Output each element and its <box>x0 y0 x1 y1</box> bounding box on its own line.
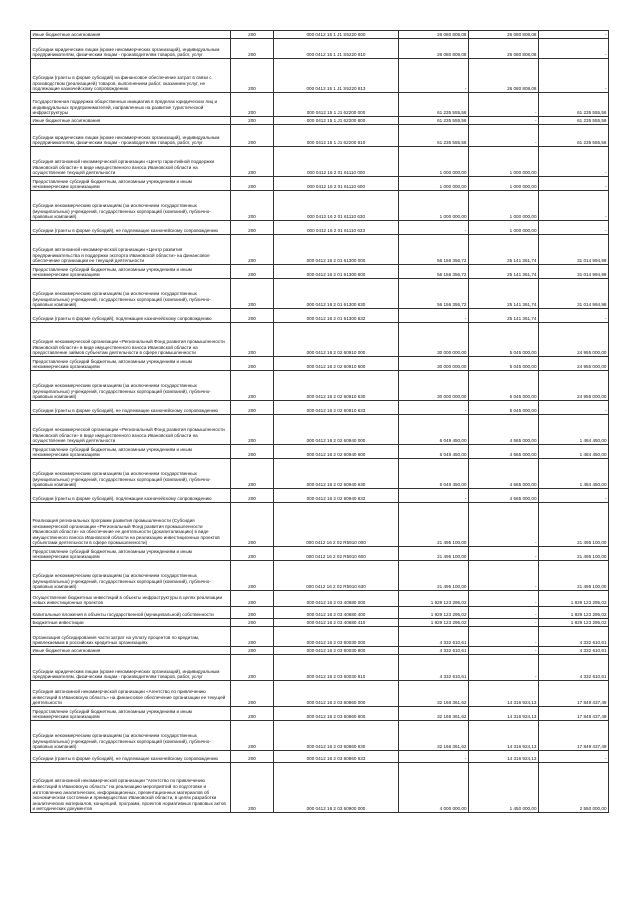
row-line-code-cell: 200 <box>231 591 274 607</box>
budget-table-body <box>31 31 609 813</box>
row-remaining-cell: 1 484 450,00 <box>539 415 609 445</box>
row-name-cell: Субсидия автономной некоммерческой организации "Агентство по привлечению инвестиций в Ивановскую область" на реализацию мероприятий по подготовке и изготовлению аналитических, информационных, презентационных материалов об экономическом состоянии и преимуществах Ивановской области, в целях разработки аналитических материалов, концепций, программ, проектов нормативных правовых актов и методических документов <box>31 763 231 813</box>
row-line-code-cell: 200 <box>231 655 274 681</box>
row-remaining-cell: - <box>539 309 609 323</box>
row-line-code-cell: 200 <box>231 279 274 309</box>
row-budget-code-cell: 000 0412 15 1 J1 62200 800 <box>274 117 399 125</box>
row-name-cell: Субсидия автономной некоммерческой организации «Агентство по привлечению инвестиций в Ивановскую область» на финансовое обеспечение организации ее текущей деятельности <box>31 681 231 707</box>
row-name-cell: Субсидии (гранты в форме субсидий) на финансовое обеспечение затрат в связи с производством (реализацией) товаров, выполнением работ, оказанием услуг, не подлежащие казначейскому сопровождению <box>31 59 231 93</box>
row-budget-code-cell: 000 0412 16 2 03 40680 400 <box>274 607 399 619</box>
row-remaining-cell: 21 495 100,00 <box>539 547 609 561</box>
row-executed-cell: - <box>469 627 539 647</box>
row-name-cell: Осуществление бюджетных инвестиций в объекты инфраструктуры в целях реализации новых инвестиционных проектов <box>31 591 231 607</box>
row-remaining-cell: 1 484 450,00 <box>539 459 609 489</box>
table-row <box>31 627 609 647</box>
table-row <box>31 445 609 459</box>
row-budget-code-cell: 000 0412 16 2 03 60860 630 <box>274 721 399 751</box>
row-budget-code-cell: 000 0412 16 2 03 60900 000 <box>274 763 399 813</box>
row-executed-cell: 4 565 000,00 <box>469 459 539 489</box>
row-remaining-cell: - <box>539 489 609 503</box>
row-executed-cell: 14 316 924,13 <box>469 751 539 763</box>
row-remaining-cell: - <box>539 191 609 221</box>
table-row <box>31 707 609 721</box>
row-assigned-cell: 4 332 610,61 <box>399 627 469 647</box>
row-name-cell: Субсидии юридическим лицам (кроме некоммерческих организаций), индивидуальным предпринимателям, физическим лицам - производителям товаров, работ, услуг <box>31 39 231 59</box>
row-assigned-cell: 21 495 100,00 <box>399 561 469 591</box>
row-line-code-cell: 200 <box>231 547 274 561</box>
row-executed-cell: - <box>469 655 539 681</box>
row-executed-cell: 25 141 361,74 <box>469 235 539 265</box>
row-line-code-cell: 200 <box>231 39 274 59</box>
row-executed-cell: 4 565 000,00 <box>469 445 539 459</box>
row-executed-cell: 25 141 361,74 <box>469 265 539 279</box>
row-budget-code-cell: 000 0412 15 1 J1 S5220 813 <box>274 59 399 93</box>
row-budget-code-cell: 000 0412 15 1 J1 S5220 800 <box>274 31 399 39</box>
row-line-code-cell: 200 <box>231 125 274 147</box>
row-assigned-cell: 1 000 000,00 <box>399 177 469 191</box>
row-executed-cell: 4 565 000,00 <box>469 489 539 503</box>
row-remaining-cell: - <box>539 221 609 235</box>
row-line-code-cell: 200 <box>231 503 274 547</box>
row-executed-cell: 1 000 000,00 <box>469 191 539 221</box>
row-name-cell: Предоставление субсидий бюджетным, автономным учреждениям и иным некоммерческим организациям <box>31 707 231 721</box>
row-remaining-cell: - <box>539 59 609 93</box>
row-assigned-cell: - <box>399 489 469 503</box>
row-remaining-cell: 1 929 123 295,02 <box>539 619 609 627</box>
table-row <box>31 763 609 813</box>
row-remaining-cell: - <box>539 401 609 415</box>
table-row <box>31 655 609 681</box>
row-budget-code-cell: 000 0412 16 2 03 60030 800 <box>274 647 399 655</box>
row-assigned-cell: 61 235 555,56 <box>399 117 469 125</box>
row-name-cell: Субсидии некоммерческим организациям (за исключением государственных (муниципальных) учреждений, государственных корпораций (компаний), публично-правовых компаний) <box>31 279 231 309</box>
row-budget-code-cell: 000 0412 16 2 03 60860 600 <box>274 707 399 721</box>
row-remaining-cell: 61 235 555,56 <box>539 93 609 117</box>
row-executed-cell: - <box>469 93 539 117</box>
row-remaining-cell: 1 929 123 295,02 <box>539 607 609 619</box>
table-row <box>31 357 609 371</box>
table-row <box>31 235 609 265</box>
table-row <box>31 221 609 235</box>
row-assigned-cell: 1 000 000,00 <box>399 191 469 221</box>
row-executed-cell: - <box>469 117 539 125</box>
row-executed-cell: 5 045 000,00 <box>469 371 539 401</box>
row-assigned-cell: - <box>399 751 469 763</box>
row-line-code-cell: 200 <box>231 265 274 279</box>
row-remaining-cell: 17 849 437,49 <box>539 681 609 707</box>
table-row <box>31 751 609 763</box>
table-row <box>31 265 609 279</box>
row-line-code-cell: 200 <box>231 489 274 503</box>
budget-table <box>30 30 609 813</box>
row-assigned-cell: 32 166 361,62 <box>399 707 469 721</box>
row-line-code-cell: 200 <box>231 235 274 265</box>
row-line-code-cell: 200 <box>231 323 274 357</box>
row-assigned-cell: 56 156 356,72 <box>399 279 469 309</box>
row-assigned-cell: - <box>399 59 469 93</box>
row-line-code-cell: 200 <box>231 147 274 177</box>
row-name-cell: Организация субсидирования части затрат на уплату процентов по кредитам, привлекаемым в российских кредитных организациях <box>31 627 231 647</box>
table-row <box>31 191 609 221</box>
row-remaining-cell: 24 955 000,00 <box>539 371 609 401</box>
row-remaining-cell: 4 332 610,61 <box>539 655 609 681</box>
table-row <box>31 503 609 547</box>
table-row <box>31 39 609 59</box>
row-assigned-cell: 21 495 100,00 <box>399 503 469 547</box>
row-remaining-cell: 31 014 994,98 <box>539 265 609 279</box>
row-line-code-cell: 200 <box>231 751 274 763</box>
row-line-code-cell: 200 <box>231 627 274 647</box>
row-line-code-cell: 200 <box>231 445 274 459</box>
row-assigned-cell: 1 929 123 295,02 <box>399 619 469 627</box>
row-name-cell: Бюджетные инвестиции <box>31 619 231 627</box>
row-assigned-cell: 32 166 361,62 <box>399 721 469 751</box>
row-remaining-cell: 17 849 437,49 <box>539 707 609 721</box>
row-name-cell: Предоставление субсидий бюджетным, автономным учреждениям и иным некоммерческим организациям <box>31 357 231 371</box>
row-line-code-cell: 200 <box>231 763 274 813</box>
table-row <box>31 93 609 117</box>
row-line-code-cell: 200 <box>231 357 274 371</box>
table-row <box>31 619 609 627</box>
row-budget-code-cell: 000 0412 16 2 03 60860 000 <box>274 681 399 707</box>
row-budget-code-cell: 000 0412 16 2 03 40680 000 <box>274 591 399 607</box>
table-row <box>31 147 609 177</box>
row-name-cell: Субсидии (гранты в форме субсидий), подлежащие казначейскому сопровождению <box>31 489 231 503</box>
row-name-cell: Капитальные вложения в объекты государственной (муниципальной) собственности <box>31 607 231 619</box>
row-executed-cell: 1 000 000,00 <box>469 221 539 235</box>
row-assigned-cell: 56 156 356,72 <box>399 235 469 265</box>
table-row <box>31 401 609 415</box>
table-row <box>31 31 609 39</box>
row-executed-cell: 25 141 361,74 <box>469 279 539 309</box>
row-budget-code-cell: 000 0412 16 2 01 61110 600 <box>274 177 399 191</box>
row-name-cell: Субсидии некоммерческим организациям (за исключением государственных (муниципальных) учреждений, государственных корпораций (компаний), публично-правовых компаний) <box>31 191 231 221</box>
row-assigned-cell: - <box>399 221 469 235</box>
row-assigned-cell: 4 332 610,61 <box>399 655 469 681</box>
row-executed-cell: - <box>469 561 539 591</box>
row-executed-cell: 5 045 000,00 <box>469 323 539 357</box>
row-line-code-cell: 200 <box>231 647 274 655</box>
row-assigned-cell: 30 000 000,00 <box>399 357 469 371</box>
row-executed-cell: 14 316 924,13 <box>469 681 539 707</box>
row-remaining-cell: 24 955 000,00 <box>539 323 609 357</box>
row-executed-cell: 26 080 808,08 <box>469 59 539 93</box>
row-assigned-cell: 4 000 000,00 <box>399 763 469 813</box>
row-budget-code-cell: 000 0412 16 2 02 60940 600 <box>274 445 399 459</box>
row-budget-code-cell: 000 0412 16 2 03 60860 633 <box>274 751 399 763</box>
row-remaining-cell: 17 849 437,49 <box>539 721 609 751</box>
row-budget-code-cell: 000 0412 16 2 01 61300 630 <box>274 279 399 309</box>
row-name-cell: Иные бюджетные ассигнования <box>31 647 231 655</box>
row-remaining-cell: - <box>539 31 609 39</box>
row-name-cell: Субсидия некоммерческой организации «Региональный Фонд развития промышленности Ивановской области» в виде имущественного взноса Ивановской области на предоставление займов субъектам деятельности в сфере промышленности <box>31 323 231 357</box>
table-row <box>31 607 609 619</box>
row-line-code-cell: 200 <box>231 415 274 445</box>
row-assigned-cell: 4 332 610,61 <box>399 647 469 655</box>
row-remaining-cell: 4 332 610,61 <box>539 627 609 647</box>
row-name-cell: Реализация региональных программ развития промышленности (Субсидия некоммерческой организации «Региональный Фонд развития промышленности Ивановской области» на обеспечение ее деятельности (докапитализацию) в виде имущественного взноса Ивановской области на реализацию инвестиционных проектов субъектами деятельности в сфере промышленности) <box>31 503 231 547</box>
row-assigned-cell: 26 080 808,08 <box>399 39 469 59</box>
row-assigned-cell: 30 000 000,00 <box>399 371 469 401</box>
row-budget-code-cell: 000 0412 16 2 02 R5910 630 <box>274 561 399 591</box>
row-executed-cell: 25 141 361,74 <box>469 309 539 323</box>
table-row <box>31 547 609 561</box>
row-line-code-cell: 200 <box>231 371 274 401</box>
row-budget-code-cell: 000 0412 16 2 01 61110 633 <box>274 221 399 235</box>
row-line-code-cell: 200 <box>231 707 274 721</box>
row-remaining-cell: 1 484 450,00 <box>539 445 609 459</box>
row-line-code-cell: 200 <box>231 619 274 627</box>
row-executed-cell: 4 565 000,00 <box>469 415 539 445</box>
row-budget-code-cell: 000 0412 16 2 01 61110 000 <box>274 147 399 177</box>
row-assigned-cell: 21 495 100,00 <box>399 547 469 561</box>
row-line-code-cell: 200 <box>231 561 274 591</box>
row-name-cell: Субсидии (гранты в форме субсидий), подлежащие казначейскому сопровождению <box>31 309 231 323</box>
row-budget-code-cell: 000 0412 16 2 02 60940 630 <box>274 459 399 489</box>
row-executed-cell: 14 316 924,13 <box>469 721 539 751</box>
row-executed-cell: 1 450 000,00 <box>469 763 539 813</box>
row-remaining-cell: 24 955 000,00 <box>539 357 609 371</box>
row-line-code-cell: 200 <box>231 309 274 323</box>
row-executed-cell: - <box>469 503 539 547</box>
row-name-cell: Субсидии (гранты в форме субсидий), не подлежащие казначейскому сопровождению <box>31 221 231 235</box>
row-line-code-cell: 200 <box>231 177 274 191</box>
table-row <box>31 459 609 489</box>
row-assigned-cell: 1 000 000,00 <box>399 147 469 177</box>
row-assigned-cell: 6 049 450,00 <box>399 415 469 445</box>
row-budget-code-cell: 000 0412 16 2 02 60910 600 <box>274 357 399 371</box>
table-row <box>31 681 609 707</box>
row-remaining-cell: - <box>539 147 609 177</box>
row-remaining-cell: 1 929 123 295,02 <box>539 591 609 607</box>
table-row <box>31 415 609 445</box>
row-line-code-cell: 200 <box>231 117 274 125</box>
table-row <box>31 117 609 125</box>
table-row <box>31 647 609 655</box>
row-remaining-cell: 21 495 100,00 <box>539 503 609 547</box>
row-executed-cell: - <box>469 647 539 655</box>
row-line-code-cell: 200 <box>231 59 274 93</box>
row-remaining-cell: - <box>539 39 609 59</box>
row-executed-cell: - <box>469 619 539 627</box>
row-executed-cell: 26 080 808,08 <box>469 31 539 39</box>
row-budget-code-cell: 000 0412 15 1 J1 S5220 810 <box>274 39 399 59</box>
row-assigned-cell: 61 235 555,56 <box>399 93 469 117</box>
row-executed-cell: 14 316 924,13 <box>469 707 539 721</box>
row-remaining-cell: 31 014 994,98 <box>539 235 609 265</box>
row-name-cell: Субсидия автономной некоммерческой организации «Центр гарантийной поддержки Ивановской области» в виде имущественного взноса Ивановской области на осуществление текущей деятельности <box>31 147 231 177</box>
row-name-cell: Субсидии некоммерческим организациям (за исключением государственных (муниципальных) учреждений, государственных корпораций (компаний), публично-правовых компаний) <box>31 371 231 401</box>
row-remaining-cell: - <box>539 177 609 191</box>
row-name-cell: Субсидия некоммерческой организации «Региональный Фонд развития промышленности Ивановской области» в виде имущественного взноса Ивановской области на осуществление текущей деятельности <box>31 415 231 445</box>
row-budget-code-cell: 000 0412 16 2 02 60940 000 <box>274 415 399 445</box>
row-line-code-cell: 200 <box>231 31 274 39</box>
row-line-code-cell: 200 <box>231 93 274 117</box>
row-name-cell: Субсидии юридическим лицам (кроме некоммерческих организаций), индивидуальным предпринимателям, физическим лицам - производителям товаров, работ, услуг <box>31 125 231 147</box>
row-executed-cell: 1 000 000,00 <box>469 147 539 177</box>
row-budget-code-cell: 000 0412 16 2 03 40680 410 <box>274 619 399 627</box>
row-executed-cell: - <box>469 591 539 607</box>
row-name-cell: Субсидии юридическим лицам (кроме некоммерческих организаций), индивидуальным предпринимателям, физическим лицам - производителям товаров, работ, услуг <box>31 655 231 681</box>
table-row <box>31 721 609 751</box>
row-line-code-cell: 200 <box>231 459 274 489</box>
row-assigned-cell: 1 929 123 295,02 <box>399 591 469 607</box>
row-name-cell: Предоставление субсидий бюджетным, автономным учреждениям и иным некоммерческим организациям <box>31 445 231 459</box>
row-remaining-cell: 21 495 100,00 <box>539 561 609 591</box>
row-budget-code-cell: 000 0412 16 2 03 60030 000 <box>274 627 399 647</box>
row-budget-code-cell: 000 0412 16 2 01 61110 630 <box>274 191 399 221</box>
row-name-cell: Субсидии некоммерческим организациям (за исключением государственных (муниципальных) учреждений, государственных корпораций (компаний), публично-правовых компаний) <box>31 721 231 751</box>
table-row <box>31 323 609 357</box>
row-name-cell: Предоставление субсидий бюджетным, автономным учреждениям и иным некоммерческим организациям <box>31 177 231 191</box>
row-line-code-cell: 200 <box>231 401 274 415</box>
row-name-cell: Иные бюджетные ассигнования <box>31 31 231 39</box>
row-assigned-cell: 61 235 555,56 <box>399 125 469 147</box>
row-line-code-cell: 200 <box>231 191 274 221</box>
row-assigned-cell: 26 080 808,08 <box>399 31 469 39</box>
row-executed-cell: 26 080 808,08 <box>469 39 539 59</box>
row-name-cell: Предоставление субсидий бюджетным, автономным учреждениям и иным некоммерческим организациям <box>31 547 231 561</box>
row-assigned-cell: - <box>399 401 469 415</box>
row-assigned-cell: 1 929 123 295,02 <box>399 607 469 619</box>
row-budget-code-cell: 000 0412 16 2 01 61300 600 <box>274 265 399 279</box>
row-budget-code-cell: 000 0412 16 2 02 60910 633 <box>274 401 399 415</box>
row-budget-code-cell: 000 0412 16 2 03 60030 810 <box>274 655 399 681</box>
row-name-cell: Субсидии (гранты в форме субсидий), не подлежащие казначейскому сопровождению <box>31 751 231 763</box>
row-executed-cell: - <box>469 125 539 147</box>
row-line-code-cell: 200 <box>231 721 274 751</box>
table-row <box>31 561 609 591</box>
row-assigned-cell: 56 156 356,72 <box>399 265 469 279</box>
row-assigned-cell: 32 166 361,62 <box>399 681 469 707</box>
row-name-cell: Субсидия автономной некоммерческой организации «Центр развития предпринимательства и поддержки экспорта Ивановской области» на финансовое обеспечение организации ее текущей деятельности <box>31 235 231 265</box>
row-name-cell: Субсидии некоммерческим организациям (за исключением государственных (муниципальных) учреждений, государственных корпораций (компаний), публично-правовых компаний) <box>31 459 231 489</box>
row-remaining-cell: 4 332 610,61 <box>539 647 609 655</box>
row-assigned-cell: 6 049 450,00 <box>399 459 469 489</box>
row-remaining-cell: 61 235 555,56 <box>539 125 609 147</box>
table-row <box>31 177 609 191</box>
table-row <box>31 591 609 607</box>
row-name-cell: Субсидии некоммерческим организациям (за исключением государственных (муниципальных) учреждений, государственных корпораций (компаний), публично-правовых компаний) <box>31 561 231 591</box>
table-row <box>31 371 609 401</box>
row-name-cell: Предоставление субсидий бюджетным, автономным учреждениям и иным некоммерческим организациям <box>31 265 231 279</box>
row-remaining-cell: 61 235 555,56 <box>539 117 609 125</box>
table-row <box>31 279 609 309</box>
row-line-code-cell: 200 <box>231 681 274 707</box>
row-budget-code-cell: 000 0412 15 1 J1 62200 000 <box>274 93 399 117</box>
row-assigned-cell: - <box>399 309 469 323</box>
row-assigned-cell: 30 000 000,00 <box>399 323 469 357</box>
row-budget-code-cell: 000 0412 16 2 02 60910 630 <box>274 371 399 401</box>
row-budget-code-cell: 000 0412 16 2 02 60910 000 <box>274 323 399 357</box>
row-executed-cell: 5 045 000,00 <box>469 401 539 415</box>
row-executed-cell: - <box>469 607 539 619</box>
row-executed-cell: 1 000 000,00 <box>469 177 539 191</box>
row-remaining-cell: 2 550 000,00 <box>539 763 609 813</box>
row-executed-cell: - <box>469 547 539 561</box>
table-row <box>31 309 609 323</box>
row-budget-code-cell: 000 0412 16 2 02 R5910 600 <box>274 547 399 561</box>
row-assigned-cell: 6 049 450,00 <box>399 445 469 459</box>
row-budget-code-cell: 000 0412 16 2 01 61300 632 <box>274 309 399 323</box>
row-line-code-cell: 200 <box>231 607 274 619</box>
row-budget-code-cell: 000 0412 16 2 01 61300 000 <box>274 235 399 265</box>
row-name-cell: Государственная поддержка общественных инициатив в пределах юридических лиц и индивидуальных предпринимателей, направленных на развитие туристической инфраструктуры <box>31 93 231 117</box>
table-row <box>31 489 609 503</box>
row-budget-code-cell: 000 0412 16 2 02 R5910 000 <box>274 503 399 547</box>
row-executed-cell: 5 045 000,00 <box>469 357 539 371</box>
row-remaining-cell: 31 014 994,98 <box>539 279 609 309</box>
row-name-cell: Субсидии (гранты в форме субсидий), не подлежащие казначейскому сопровождению <box>31 401 231 415</box>
row-name-cell: Иные бюджетные ассигнования <box>31 117 231 125</box>
row-line-code-cell: 200 <box>231 221 274 235</box>
row-budget-code-cell: 000 0412 15 1 J1 62200 810 <box>274 125 399 147</box>
row-remaining-cell: - <box>539 751 609 763</box>
row-budget-code-cell: 000 0412 16 2 02 60940 632 <box>274 489 399 503</box>
table-row <box>31 125 609 147</box>
table-row <box>31 59 609 93</box>
